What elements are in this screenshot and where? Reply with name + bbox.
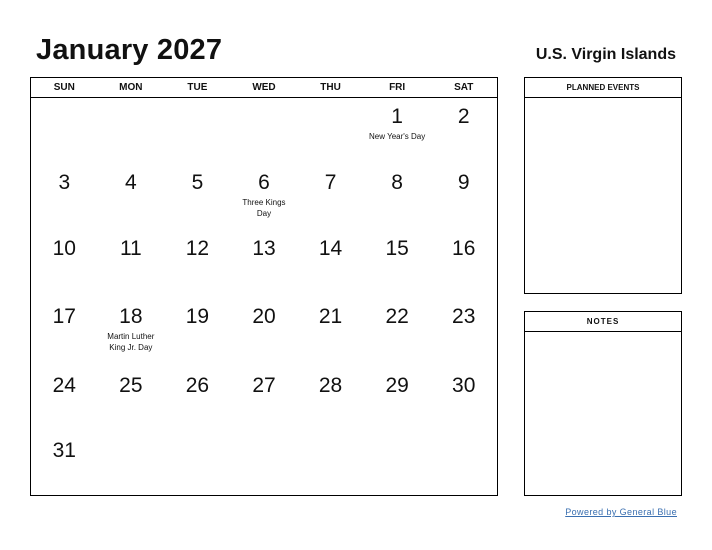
day-cell — [430, 367, 497, 432]
day-number: 31 — [52, 439, 76, 462]
day-number: 17 — [52, 305, 76, 328]
notes-panel — [524, 311, 682, 496]
day-cell — [164, 98, 231, 164]
day-cell — [31, 164, 98, 230]
day-number: 6 — [258, 171, 270, 194]
weekday-thu: THU — [320, 82, 341, 93]
day-number: 15 — [385, 237, 409, 260]
planned-events-panel — [524, 77, 682, 294]
planned-events-header: PLANNED EVENTS — [525, 78, 681, 98]
day-cell — [231, 367, 298, 432]
day-cell — [364, 298, 431, 367]
weekday-mon: MON — [119, 82, 143, 93]
weekday-sat: SAT — [454, 82, 474, 93]
day-number: 16 — [452, 237, 476, 260]
day-number: 4 — [125, 171, 137, 194]
day-number: 28 — [318, 374, 343, 397]
day-number: 24 — [52, 374, 76, 397]
day-number: 25 — [119, 374, 143, 397]
holiday-label: Three Kings Day — [242, 198, 286, 218]
day-number: 29 — [385, 374, 409, 397]
day-number: 3 — [58, 171, 71, 194]
calendar-title: January 2027 — [36, 34, 223, 66]
day-number: 1 — [391, 105, 403, 128]
day-number: 11 — [119, 237, 142, 260]
day-cell — [98, 432, 165, 498]
day-cell — [31, 230, 98, 298]
day-cell — [231, 230, 298, 298]
day-number: 10 — [52, 237, 76, 260]
month-calendar — [30, 77, 498, 496]
weekday-wed: WED — [252, 82, 276, 93]
day-number: 22 — [385, 305, 409, 328]
day-number: 2 — [457, 105, 470, 128]
day-cell — [231, 298, 298, 367]
day-number: 20 — [252, 305, 276, 328]
day-cell — [164, 367, 231, 432]
day-cell — [297, 432, 364, 498]
day-number: 5 — [191, 171, 204, 194]
day-cell — [297, 230, 364, 298]
day-cell — [430, 298, 497, 367]
day-cell — [297, 164, 364, 230]
day-cell — [98, 98, 165, 164]
day-cell — [430, 230, 497, 298]
day-number: 18 — [119, 305, 143, 328]
day-number: 30 — [452, 374, 476, 397]
day-cell — [231, 98, 298, 164]
powered-by-link[interactable]: Powered by General Blue — [565, 507, 677, 517]
day-cell — [98, 298, 165, 367]
holiday-label: New Year's Day — [369, 132, 426, 141]
day-cell — [98, 230, 165, 298]
day-cell — [430, 98, 497, 164]
weekday-fri: FRI — [389, 82, 406, 93]
holiday-label: Martin Luther King Jr. Day — [107, 332, 155, 352]
day-number: 23 — [452, 305, 476, 328]
day-cell — [364, 432, 431, 498]
day-cell — [31, 432, 98, 498]
day-cell — [164, 432, 231, 498]
day-number: 13 — [252, 237, 276, 260]
day-number: 7 — [324, 171, 337, 194]
day-cell — [297, 298, 364, 367]
notes-header: NOTES — [525, 312, 681, 332]
day-number: 12 — [185, 237, 210, 260]
day-cell — [231, 164, 298, 230]
day-cell — [364, 367, 431, 432]
day-number: 19 — [185, 305, 210, 328]
weekday-tue: TUE — [187, 82, 208, 93]
day-cell — [31, 367, 98, 432]
day-number: 8 — [391, 171, 403, 194]
day-number: 14 — [318, 237, 343, 260]
day-grid — [31, 98, 497, 498]
weekday-header-row — [31, 78, 497, 98]
weekday-sun: SUN — [53, 82, 75, 93]
region-label: U.S. Virgin Islands — [535, 46, 676, 63]
day-cell — [297, 367, 364, 432]
day-cell — [430, 432, 497, 498]
day-cell — [231, 432, 298, 498]
day-cell — [364, 230, 431, 298]
day-cell — [364, 98, 431, 164]
day-cell — [164, 230, 231, 298]
day-number: 26 — [185, 374, 210, 397]
day-number: 9 — [457, 171, 470, 194]
day-cell — [297, 98, 364, 164]
day-cell — [31, 298, 98, 367]
day-cell — [364, 164, 431, 230]
day-cell — [98, 164, 165, 230]
day-cell — [31, 98, 98, 164]
day-cell — [164, 164, 231, 230]
day-number: 21 — [318, 305, 343, 328]
day-cell — [164, 298, 231, 367]
day-number: 27 — [252, 374, 276, 397]
day-cell — [430, 164, 497, 230]
day-cell — [98, 367, 165, 432]
